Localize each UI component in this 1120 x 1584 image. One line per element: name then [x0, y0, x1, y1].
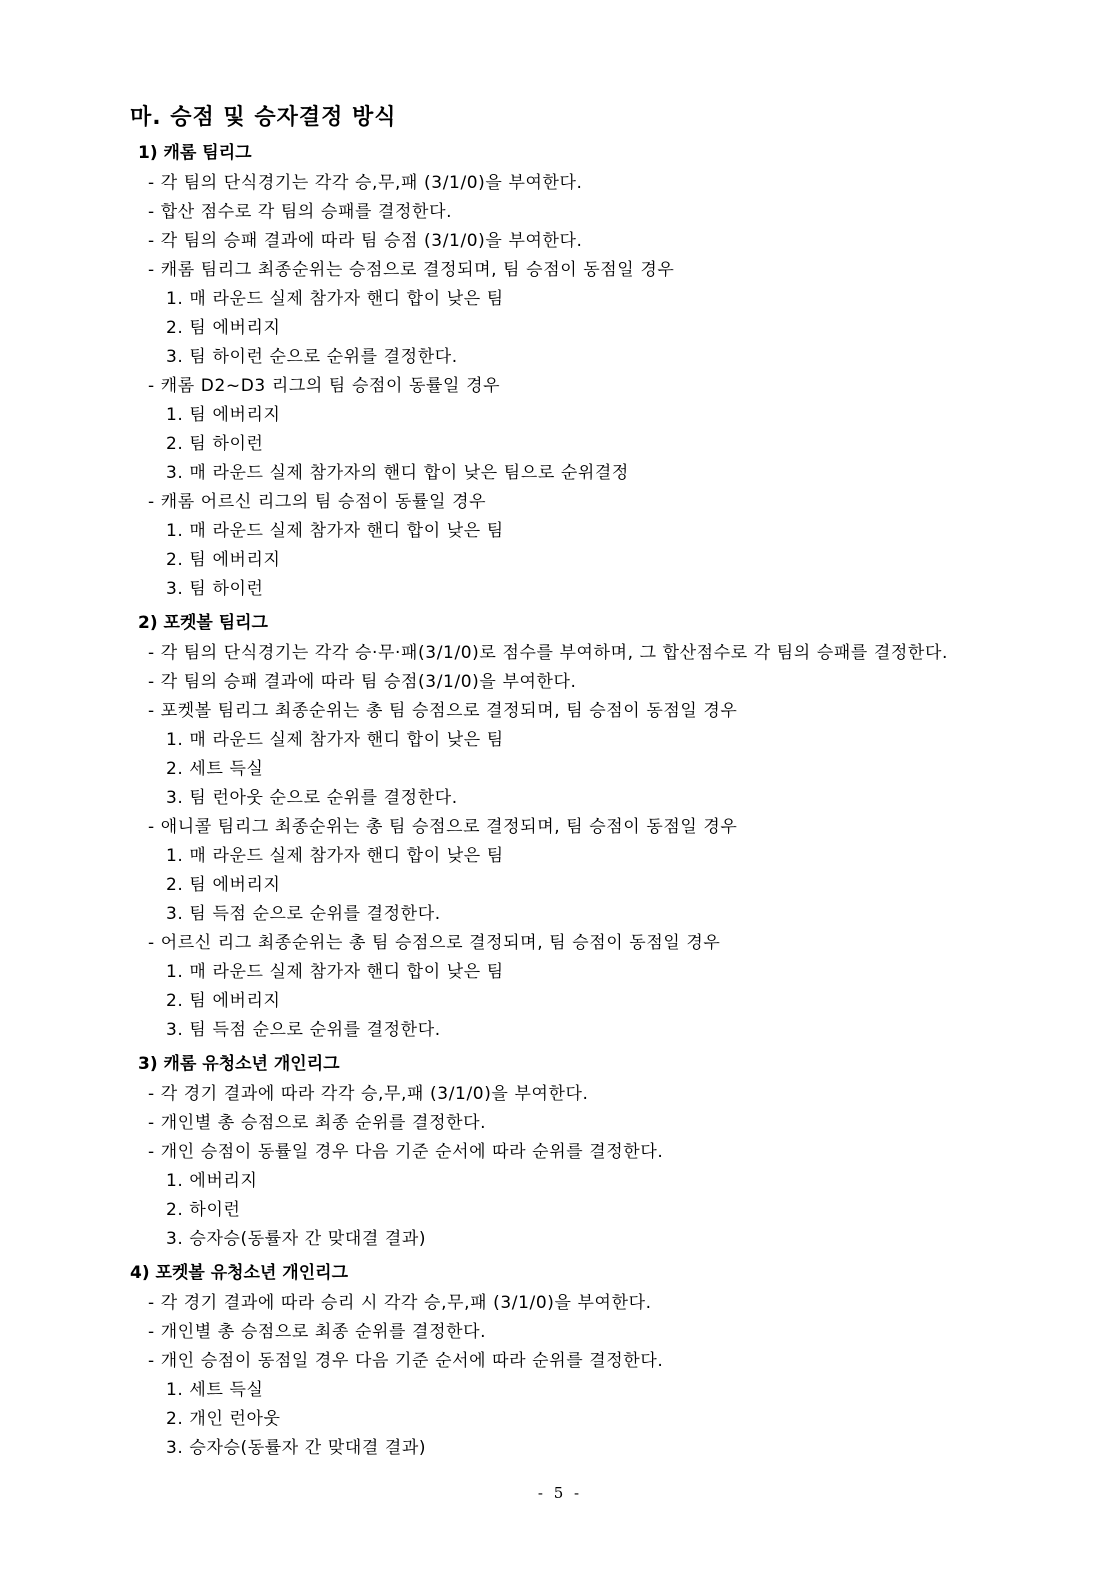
tiebreak-item: 3. 승자승(동률자 간 맞대결 결과) [166, 1229, 427, 1249]
subsection-heading: 2) 포켓볼 팀리그 [138, 613, 268, 633]
subsection-heading: 4) 포켓볼 유청소년 개인리그 [130, 1263, 348, 1283]
tiebreak-item: 2. 팀 에버리지 [166, 875, 281, 895]
rule-section [0, 140, 1120, 604]
tiebreak-item: 3. 팀 하이런 순으로 순위를 결정한다. [166, 347, 458, 367]
rule-bullet: - 애니콜 팀리그 최종순위는 총 팀 승점으로 결정되며, 팀 승점이 동점일 경우 [148, 817, 738, 837]
rule-bullet: - 개인 승점이 동률일 경우 다음 기준 순서에 따라 순위를 결정한다. [148, 1142, 664, 1162]
tiebreak-item: 2. 세트 득실 [166, 759, 264, 779]
section-title: 마. 승점 및 승자결정 방식 [130, 105, 397, 130]
tiebreak-item: 1. 매 라운드 실제 참가자 핸디 합이 낮은 팀 [166, 521, 504, 541]
rule-bullet: - 개인별 총 승점으로 최종 순위를 결정한다. [148, 1113, 487, 1133]
rule-bullet: - 캐롬 D2~D3 리그의 팀 승점이 동률일 경우 [148, 376, 501, 396]
rule-bullet: - 각 팀의 단식경기는 각각 승,무,패 (3/1/0)을 부여한다. [148, 173, 583, 193]
tiebreak-item: 1. 매 라운드 실제 참가자 핸디 합이 낮은 팀 [166, 730, 504, 750]
tiebreak-item: 1. 매 라운드 실제 참가자 핸디 합이 낮은 팀 [166, 289, 504, 309]
tiebreak-item: 2. 팀 에버리지 [166, 550, 281, 570]
rule-bullet: - 캐롬 팀리그 최종순위는 승점으로 결정되며, 팀 승점이 동점일 경우 [148, 260, 675, 280]
tiebreak-item: 2. 팀 에버리지 [166, 991, 281, 1011]
rule-bullet: - 각 경기 결과에 따라 각각 승,무,패 (3/1/0)을 부여한다. [148, 1084, 589, 1104]
rule-bullet: - 개인 승점이 동점일 경우 다음 기준 순서에 따라 순위를 결정한다. [148, 1351, 664, 1371]
tiebreak-item: 3. 매 라운드 실제 참가자의 핸디 합이 낮은 팀으로 순위결정 [166, 463, 629, 483]
rule-bullet: - 개인별 총 승점으로 최종 순위를 결정한다. [148, 1322, 487, 1342]
rule-bullet: - 캐롬 어르신 리그의 팀 승점이 동률일 경우 [148, 492, 487, 512]
rule-bullet: - 각 팀의 승패 결과에 따라 팀 승점 (3/1/0)을 부여한다. [148, 231, 583, 251]
tiebreak-item: 2. 팀 에버리지 [166, 318, 281, 338]
rule-section [0, 1260, 1120, 1463]
rule-bullet: - 각 경기 결과에 따라 승리 시 각각 승,무,패 (3/1/0)을 부여한다. [148, 1293, 652, 1313]
tiebreak-item: 2. 개인 런아웃 [166, 1409, 281, 1429]
tiebreak-item: 3. 팀 득점 순으로 순위를 결정한다. [166, 904, 441, 924]
tiebreak-item: 1. 매 라운드 실제 참가자 핸디 합이 낮은 팀 [166, 962, 504, 982]
rule-bullet: - 각 팀의 단식경기는 각각 승·무·패(3/1/0)로 점수를 부여하며, 그 합산점수로 각 팀의 승패를 결정한다. [148, 643, 948, 663]
subsection-heading: 3) 캐롬 유청소년 개인리그 [138, 1054, 340, 1074]
rule-bullet: - 합산 점수로 각 팀의 승패를 결정한다. [148, 202, 453, 222]
tiebreak-item: 1. 세트 득실 [166, 1380, 264, 1400]
rule-section [0, 1051, 1120, 1254]
tiebreak-item: 1. 매 라운드 실제 참가자 핸디 합이 낮은 팀 [166, 846, 504, 866]
tiebreak-item: 1. 팀 에버리지 [166, 405, 281, 425]
document-body [0, 140, 1120, 1463]
rule-section [0, 610, 1120, 1045]
tiebreak-item: 3. 승자승(동률자 간 맞대결 결과) [166, 1438, 427, 1458]
page-number: - 5 - [537, 1484, 583, 1502]
tiebreak-item: 2. 하이런 [166, 1200, 241, 1220]
tiebreak-item: 3. 팀 득점 순으로 순위를 결정한다. [166, 1020, 441, 1040]
rule-bullet: - 어르신 리그 최종순위는 총 팀 승점으로 결정되며, 팀 승점이 동점일 경우 [148, 933, 721, 953]
rule-bullet: - 각 팀의 승패 결과에 따라 팀 승점(3/1/0)을 부여한다. [148, 672, 577, 692]
tiebreak-item: 1. 에버리지 [166, 1171, 258, 1191]
tiebreak-item: 3. 팀 하이런 [166, 579, 264, 599]
subsection-heading: 1) 캐롬 팀리그 [138, 143, 252, 163]
tiebreak-item: 3. 팀 런아웃 순으로 순위를 결정한다. [166, 788, 458, 808]
rule-bullet: - 포켓볼 팀리그 최종순위는 총 팀 승점으로 결정되며, 팀 승점이 동점일 경우 [148, 701, 738, 721]
tiebreak-item: 2. 팀 하이런 [166, 434, 264, 454]
